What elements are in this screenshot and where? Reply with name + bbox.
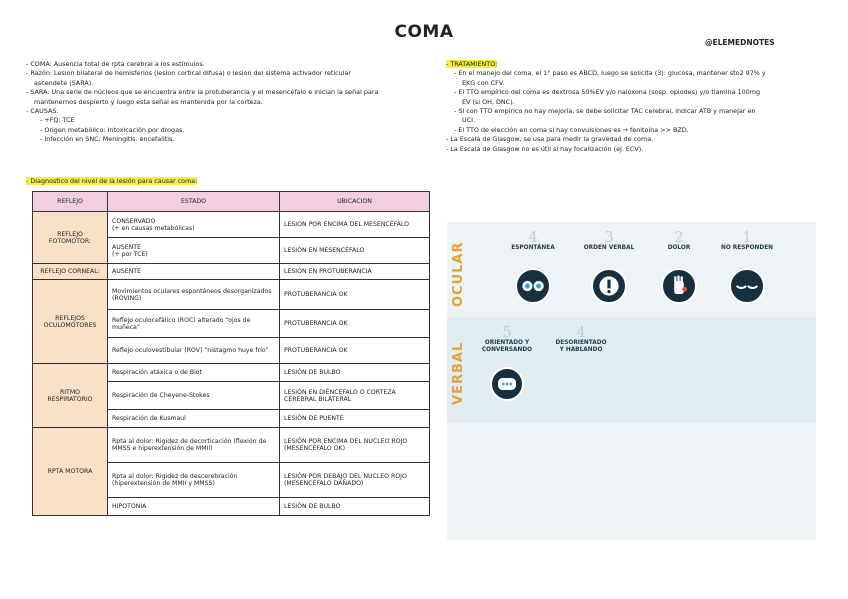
left-notes: [26, 60, 426, 145]
estado-cell: CONSERVADO (+ en causas metabólicas): [108, 212, 280, 238]
ocular-score-item: [503, 230, 563, 252]
ubicacion-cell: PROTUBERANCIA OK: [280, 338, 430, 364]
table-header: UBICACION: [280, 192, 430, 212]
reflex-cell: REFLEJOS OCULOMOTORES: [33, 280, 108, 364]
diagnosis-label-text: Diagnostico del nivel de la lesión para causar coma:: [30, 177, 198, 185]
note-line: - En el manejo del coma, el 1° paso es ABCD, luego se solicita (3): glucosa, mantener sto2 97% y: [454, 69, 766, 78]
reflex-cell: REFLEJO CORNEAL:: [33, 264, 108, 280]
note-line: - Si con TTO empírico no hay mejoría, se debe solicitar TAC cerebral, indicar ATB y manejar en: [454, 107, 756, 116]
note-line: - SARA: Una serie de núcleos que se encuentra entre la protuberancia y el mesencéfalo e inician la señal para: [26, 88, 379, 97]
reflex-cell: RPTA MOTORA: [33, 428, 108, 516]
ocular-score-item: [717, 230, 777, 252]
note-line: mantenernos despierto y luego esta señal es mantenida por la corteza.: [34, 97, 263, 106]
ubicacion-cell: LESIÓN EN PROTUBERANCIA: [280, 264, 430, 280]
estado-cell: Reflejo oculovestibular (ROV) “nistagmo huye frío”: [108, 338, 280, 364]
estado-cell: Movimientos oculares espontáneos desorganizados (ROVING): [108, 280, 280, 310]
page-title: COMA: [394, 22, 454, 42]
table-row: [33, 364, 430, 382]
score-label: NO RESPONDEN: [720, 245, 774, 251]
ubicacion-cell: PROTUBERANCIA OK: [280, 280, 430, 310]
ubicacion-cell: LESIÓN EN MESENCÉFALO: [280, 238, 430, 264]
score-number: 2: [674, 228, 684, 246]
note-line: - COMA: Ausencia total de rpta cerebral a los estímulos.: [26, 60, 205, 68]
estado-cell: Respiración de Cheyene-Stokes: [108, 382, 280, 410]
note-line: ascendete (SARA).: [34, 78, 94, 87]
ocular-label: OCULAR: [451, 241, 466, 308]
score-number: 3: [604, 228, 614, 246]
estado-cell: AUSENTE: [108, 264, 280, 280]
verbal-score-item: [551, 325, 611, 354]
glasgow-infographic: [447, 222, 816, 540]
table-row: [33, 428, 430, 463]
ubicacion-cell: LESIÓN EN DIÉNCEFALO O CORTEZA CEREBRAL BILATERAL: [280, 382, 430, 410]
score-label: ESPONTÁNEA: [511, 245, 555, 251]
ocular-score-item: [579, 230, 639, 252]
treatment-heading: [446, 60, 826, 69]
note-line: - +FQ: TCE: [40, 116, 75, 125]
estado-cell: Respiración atáxica o de Biot: [108, 364, 280, 382]
reflex-cell: REFLEJO FOTOMOTOR:: [33, 212, 108, 264]
note-line: - La Escala de Glasgow, se usa para medir la gravedad de coma.: [446, 135, 654, 144]
ubicacion-cell: LESION POR ENCIMA DEL MESENCÉFALO: [280, 212, 430, 238]
motora-band: [447, 423, 816, 540]
estado-cell: AUSENTE (+ por TCE): [108, 238, 280, 264]
verbal-score-item: [477, 325, 537, 354]
author-handle: @ELEMEDNOTES: [705, 38, 775, 47]
score-label: DOLOR: [667, 245, 691, 251]
estado-cell: Reflejo oculocefálico (ROC) alterado “ojos de muñeca”: [108, 310, 280, 338]
note-line: - Infección en SNC: Meningitis. encefalitis.: [40, 135, 175, 144]
table-row: [33, 280, 430, 310]
lesion-table: [32, 191, 430, 516]
ocular-score-item: [649, 230, 709, 252]
estado-cell: Respiración de Kusmaul: [108, 410, 280, 428]
note-line: - El TTO empírico del coma es dextrosa 50%EV y/o naloxona (sosp. opiodes) y/o tiamina 100mg: [454, 88, 761, 97]
ubicacion-cell: LESIÓN DE PUENTE: [280, 410, 430, 428]
note-line: - Razón: Lesion bilateral de hemisferios (lesion cortical difusa) o lesion del sistema activador reticular: [26, 69, 351, 78]
ubicacion-cell: PROTUBERANCIA OK: [280, 310, 430, 338]
note-line: - El TTO de elección en coma si hay convulsiones es → fenitoína >> BZD.: [454, 125, 689, 134]
ubicacion-cell: LESIÓN POR DEBAJO DEL NUCLEO ROJO (MESENCÉFALO DAÑADO): [280, 463, 430, 498]
estado-cell: HIPOTONIA: [108, 498, 280, 516]
score-number: 4: [576, 323, 586, 341]
ubicacion-cell: LESIÓN POR ENCIMA DEL NUCLEO ROJO (MESENCÉFALO OK): [280, 428, 430, 463]
score-label: ORIENTADO Y CONVERSANDO: [481, 340, 533, 353]
closed-eyes-icon: [729, 268, 765, 304]
estado-cell: Rpta al dolor: Rigidez de decorticación (flexión de MMSS e hiperextensión de MMII): [108, 428, 280, 463]
exclamation-icon: [591, 268, 627, 304]
open-eyes-icon: [515, 268, 551, 304]
note-line: UCI.: [462, 116, 476, 125]
score-number: 1: [742, 228, 752, 246]
reflex-cell: RITMO RESPIRATORIO: [33, 364, 108, 428]
hand-pain-icon: [661, 268, 697, 304]
ubicacion-cell: LESIÓN DE BULBO: [280, 498, 430, 516]
note-line: - Origen metabólico: Intoxicación por drogas.: [40, 125, 185, 134]
treatment-heading-text: - TRATAMIENTO:: [446, 60, 498, 68]
table-row: [33, 212, 430, 238]
table-row: [33, 264, 430, 280]
ubicacion-cell: LESIÓN DE BULBO: [280, 364, 430, 382]
score-number: 4: [528, 228, 538, 246]
note-line: - CAUSAS:: [26, 107, 59, 116]
estado-cell: Rpta al dolor: Rigidez de descerebración (hiperextensión de MMII y MMSS): [108, 463, 280, 498]
speech-bubble-icon: [490, 367, 524, 401]
note-line: EV (si OH, DNC).: [462, 97, 515, 106]
right-notes: [446, 60, 826, 154]
table-header: REFLEJO: [33, 192, 108, 212]
score-number: 5: [502, 323, 512, 341]
score-label: ORDEN VERBAL: [583, 245, 635, 251]
verbal-label: VERBAL: [451, 341, 466, 405]
table-header: ESTADO: [108, 192, 280, 212]
note-line: EKG con CFV.: [462, 78, 505, 87]
diagnosis-label: - Diagnostico del nivel de la lesión para causar coma:: [26, 177, 198, 185]
note-line: - La Escala de Glasgow no es útil si hay focalización (ej. ECV).: [446, 144, 644, 153]
score-label: DESORIENTADO Y HABLANDO: [555, 340, 607, 353]
